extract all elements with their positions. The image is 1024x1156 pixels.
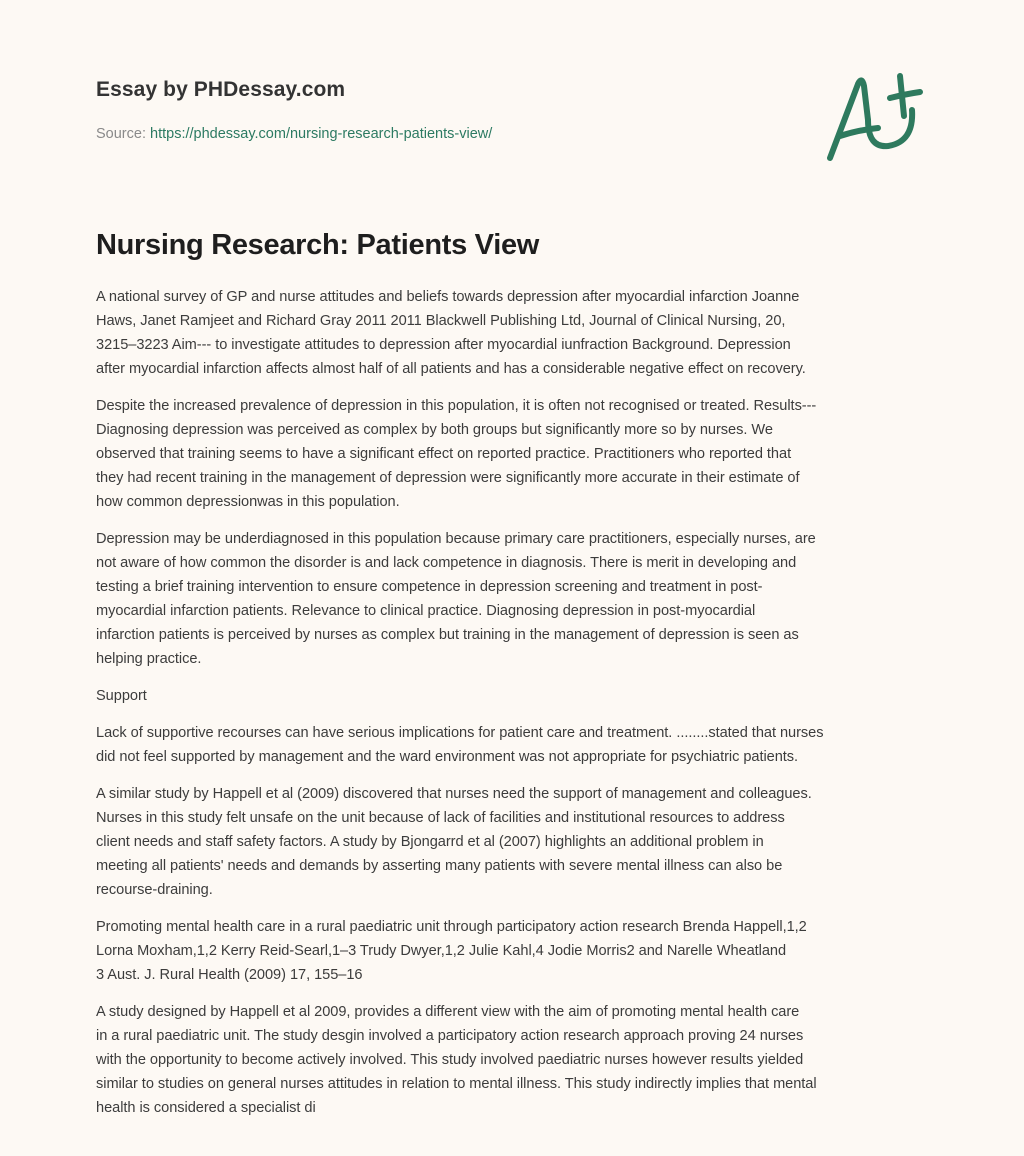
text-line: testing a brief training intervention to ensure competence in depression screening and treatment in post- (96, 579, 763, 595)
article-body (96, 285, 946, 1133)
paragraph-support (96, 721, 946, 769)
source-line (96, 124, 796, 144)
page-header (96, 76, 796, 144)
text-line: observed that training seems to have a significant effect on reported practice. Practitioners who reported that (96, 446, 792, 462)
text-line: they had recent training in the management of depression were significantly more accurate in their estimate of (96, 470, 800, 486)
text-line: myocardial infarction patients. Relevance to clinical practice. Diagnosing depression in post-myocardial (96, 603, 756, 619)
source-link[interactable]: https://phdessay.com/nursing-research-patients-view/ (150, 126, 493, 142)
text-line: recourse-draining. (96, 882, 213, 898)
source-label: Source: (96, 126, 146, 142)
text-line: Despite the increased prevalence of depression in this population, it is often not recognised or treated. Results--- (96, 398, 817, 414)
paragraph-intro (96, 285, 946, 381)
text-line: in a rural paediatric unit. The study desgin involved a participatory action research approach proving 24 nurses (96, 1028, 804, 1044)
text-line: with the opportunity to become actively involved. This study involved paediatric nurses however results yielded (96, 1052, 804, 1068)
text-line: Lorna Moxham,1,2 Kerry Reid-Searl,1–3 Trudy Dwyer,1,2 Julie Kahl,4 Jodie Morris2 and Narelle Wheatland (96, 943, 787, 959)
text-line: infarction patients is perceived by nurses as complex but training in the management of depression is seen as (96, 627, 799, 643)
paragraph-study-design (96, 1000, 946, 1120)
text-line: did not feel supported by management and the ward environment was not appropriate for psychiatric patients. (96, 749, 799, 765)
text-line: after myocardial infarction affects almost half of all patients and has a considerable negative effect on recovery. (96, 361, 806, 377)
text-line: A study designed by Happell et al 2009, provides a different view with the aim of promoting mental health care (96, 1004, 800, 1020)
text-line: Support (96, 688, 147, 704)
text-line: client needs and staff safety factors. A study by Bjongarrd et al (2007) highlights an additional problem in (96, 834, 764, 850)
text-line: 3 Aust. J. Rural Health (2009) 17, 155–16 (96, 967, 363, 983)
paragraph-happell-study (96, 782, 946, 902)
text-line: Haws, Janet Ramjeet and Richard Gray 2011 2011 Blackwell Publishing Ltd, Journal of Clinical Nursing, 20, (96, 313, 786, 329)
text-line: similar to studies on general nurses attitudes in relation to mental illness. This study indirectly implies that mental (96, 1076, 817, 1092)
text-line: 3215–3223 Aim--- to investigate attitudes to depression after myocardial iunfraction Background. Depression (96, 337, 791, 353)
text-line: A national survey of GP and nurse attitudes and beliefs towards depression after myocardial infarction Joanne (96, 289, 800, 305)
article-title: Nursing Research: Patients View (96, 229, 540, 261)
text-line: health is considered a specialist di (96, 1100, 316, 1116)
section-heading-support (96, 684, 946, 708)
text-line: not aware of how common the disorder is and lack competence in diagnosis. There is merit in developing and (96, 555, 797, 571)
text-line: Diagnosing depression was perceived as complex by both groups but significantly more so by nurses. We (96, 422, 773, 438)
text-line: Nurses in this study felt unsafe on the unit because of lack of facilities and institutional resources to address (96, 810, 785, 826)
text-line: meeting all patients' needs and demands by asserting many patients with severe mental illness can also be (96, 858, 783, 874)
text-line: Depression may be underdiagnosed in this population because primary care practitioners, especially nurses, are (96, 531, 816, 547)
site-title: Essay by PHDessay.com (96, 78, 346, 101)
paragraph-conclusion (96, 527, 946, 671)
paragraph-results (96, 394, 946, 514)
text-line: how common depressionwas in this population. (96, 494, 400, 510)
text-line: Promoting mental health care in a rural paediatric unit through participatory action research Brenda Happell,1,2 (96, 919, 807, 935)
paragraph-citation (96, 915, 946, 987)
text-line: Lack of supportive recourses can have serious implications for patient care and treatment. ........stated that nurses (96, 725, 824, 741)
a-plus-grade-icon (818, 62, 934, 166)
text-line: A similar study by Happell et al (2009) discovered that nurses need the support of management and colleagues. (96, 786, 812, 802)
text-line: helping practice. (96, 651, 202, 667)
